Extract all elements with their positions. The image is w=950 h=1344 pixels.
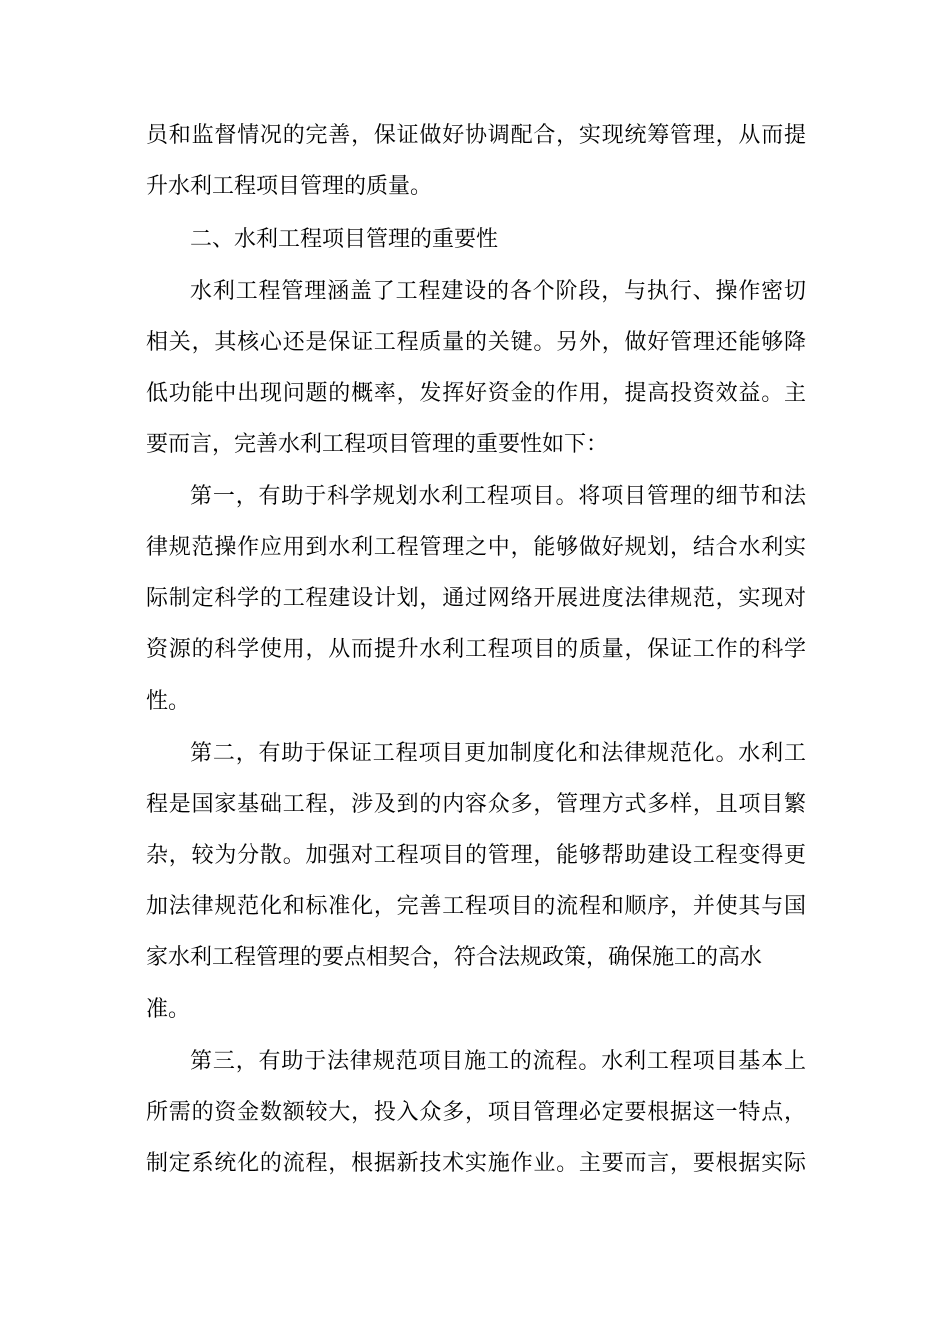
paragraph-line: 程是国家基础工程，涉及到的内容众多，管理方式多样，且项目繁 [146,792,806,817]
paragraph-line: 相关，其核心还是保证工程质量的关键。另外，做好管理还能够降 [146,330,806,355]
paragraph-line: 性。 [146,689,191,714]
paragraph-line: 第三，有助于法律规范项目施工的流程。水利工程项目基本上 [190,1049,806,1074]
paragraph-line: 加法律规范化和标准化，完善工程项目的流程和顺序，并使其与国 [146,894,806,919]
paragraph-line: 准。 [146,997,191,1022]
paragraph-line: 资源的科学使用，从而提升水利工程项目的质量，保证工作的科学 [146,637,806,662]
paragraph-line: 要而言，完善水利工程项目管理的重要性如下： [146,432,609,457]
paragraph-line: 员和监督情况的完善，保证做好协调配合，实现统筹管理，从而提 [146,123,806,148]
paragraph-line: 律规范操作应用到水利工程管理之中，能够做好规划，结合水利实 [146,535,806,560]
paragraph-line: 第一，有助于科学规划水利工程项目。将项目管理的细节和法 [190,484,806,509]
paragraph-line: 所需的资金数额较大，投入众多，项目管理必定要根据这一特点， [146,1100,806,1125]
paragraph-line: 际制定科学的工程建设计划，通过网络开展进度法律规范，实现对 [146,586,806,611]
paragraph-line: 家水利工程管理的要点相契合，符合法规政策，确保施工的高水 [146,945,763,970]
paragraph-line: 水利工程管理涵盖了工程建设的各个阶段，与执行、操作密切 [190,279,806,304]
section-heading: 二、水利工程项目管理的重要性 [190,227,499,252]
paragraph-line: 制定系统化的流程，根据新技术实施作业。主要而言，要根据实际 [146,1151,806,1176]
paragraph-line: 第二，有助于保证工程项目更加制度化和法律规范化。水利工 [190,741,806,766]
paragraph-line: 升水利工程项目管理的质量。 [146,174,433,199]
paragraph-line: 低功能中出现问题的概率，发挥好资金的作用，提高投资效益。主 [146,381,806,406]
paragraph-line: 杂，较为分散。加强对工程项目的管理，能够帮助建设工程变得更 [146,843,806,868]
